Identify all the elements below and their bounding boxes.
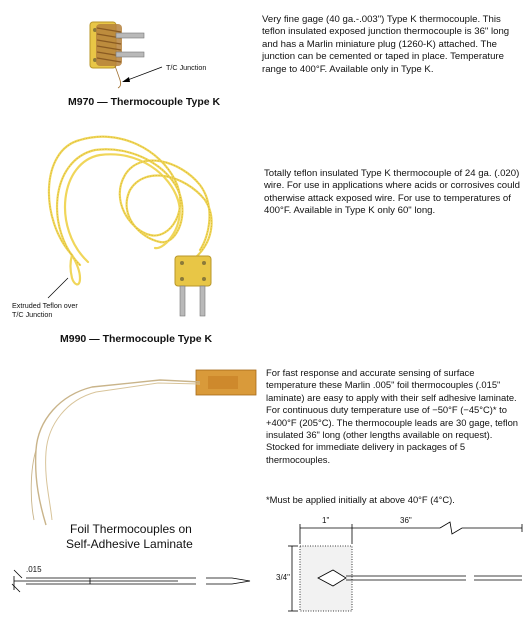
foil-dimension-drawing: [288, 522, 522, 611]
foil-dim-width: 1": [322, 516, 330, 525]
foil-lead-drawing: [12, 570, 250, 592]
foil-description: For fast response and accurate sensing of surface temperature these Marlin .005" foil thermocouples (.015" laminate) are easy to apply with their self adhesive laminate. For continuous duty temperature use of −50°F (−45°C)* to +400°F (205°C). The thermocouple leads are 30 gage, teflon insulated 36" long (other lengths available on request). Stocked for immediate delivery in packages of 5 thermocouples.: [266, 367, 519, 465]
foil-footnote: *Must be applied initially at above 40°F (4°C).: [266, 494, 455, 505]
m990-callout-line: [48, 278, 68, 298]
m990-cable-shade: [49, 137, 212, 265]
foil-caption-1: Foil Thermocouples on: [70, 522, 192, 536]
m970-description: Very fine gage (40 ga.-.003") Type K thermocouple. This teflon insulated exposed junction thermocouple is 36" long and has a Marlin miniature plug (1260-K) attached. The junction can be cemented or taped in place. Temperature range to 400°F. Available only in Type K.: [262, 14, 510, 75]
foil-dim-length: 36": [400, 516, 412, 525]
foil-caption-2: Self-Adhesive Laminate: [66, 537, 193, 551]
m970-callout-label: T/C Junction: [166, 63, 207, 72]
foil-dim-height: 3/4": [276, 573, 290, 582]
m990-callout-label-1: Extruded Teflon over: [12, 301, 78, 310]
m990-cable: [49, 137, 212, 285]
m970-plug: [90, 22, 144, 88]
m990-description: Totally teflon insulated Type K thermocouple of 24 ga. (.020) wire. For use in applications where acids or corrosives could otherwise attack exposed wire. For use to temperatures of 400°F. Available in Type K only 60" long.: [264, 168, 520, 217]
m990-caption: M990 — Thermocouple Type K: [60, 333, 213, 345]
m970-callout-arrow: [125, 67, 162, 81]
m990-plug: [175, 256, 211, 316]
foil-dim-thickness: .015: [26, 565, 42, 574]
m990-callout-label-2: T/C Junction: [12, 310, 53, 319]
foil-photo: [31, 370, 256, 525]
m970-caption: M970 — Thermocouple Type K: [68, 96, 221, 108]
